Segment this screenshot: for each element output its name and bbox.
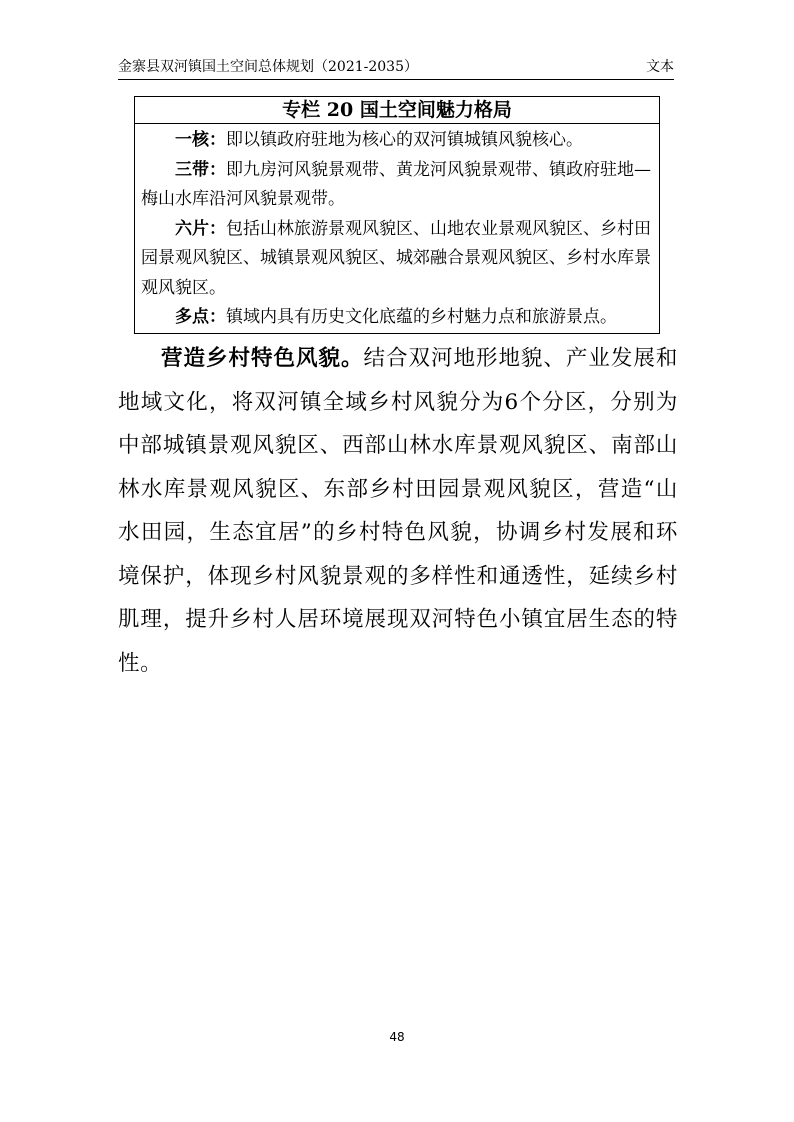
box-item-text: 即以镇政府驻地为核心的双河镇城镇风貌核心。 — [226, 130, 583, 150]
body-paragraph — [118, 337, 678, 685]
paragraph-lead: 营造乡村特色风貌。 — [161, 346, 364, 371]
box-body — [135, 124, 659, 333]
document-title: 金寨县双河镇国土空间总体规划（2021-2035） — [118, 59, 418, 75]
feature-box — [134, 96, 660, 334]
box-item-label: 三带： — [175, 159, 226, 180]
box-item-text: 镇域内具有历史文化底蕴的乡村魅力点和旅游景点。 — [226, 307, 617, 327]
section-label: 文本 — [646, 59, 674, 75]
box-item — [141, 156, 653, 215]
box-item-label: 六片： — [175, 218, 226, 239]
box-item — [141, 215, 653, 304]
paragraph-text: 结合双河地形地貌、产业发展和地域文化，将双河镇全域乡村风貌分为6个分区，分别为中部城镇景观风貌区、西部山林水库景观风貌区、南部山林水库景观风貌区、东部乡村田园景观风貌区，营造“山水田园，生态宜居”的乡村特色风貌，协调乡村发展和环境保护，体现乡村风貌景观的多样性和通透性，延续乡村肌理，提升乡村人居环境展现双河特色小镇宜居生态的特性。 — [118, 346, 679, 676]
box-item-label: 多点： — [175, 307, 226, 327]
main-paragraph — [118, 337, 678, 685]
page-header — [118, 58, 674, 80]
box-item-label: 一核： — [175, 130, 226, 150]
box-item — [141, 126, 653, 156]
box-item — [141, 303, 653, 333]
box-item-text: 包括山林旅游景观风貌区、山地农业景观风貌区、乡村田园景观风貌区、城镇景观风貌区、城郊融合景观风貌区、乡村水库景观风貌区。 — [141, 218, 651, 298]
box-title: 专栏 20 国土空间魅力格局 — [135, 97, 659, 124]
box-item-text: 即九房河风貌景观带、黄龙河风貌景观带、镇政府驻地—梅山水库沿河风貌景观带。 — [141, 159, 651, 209]
page-number: 48 — [389, 1030, 405, 1044]
